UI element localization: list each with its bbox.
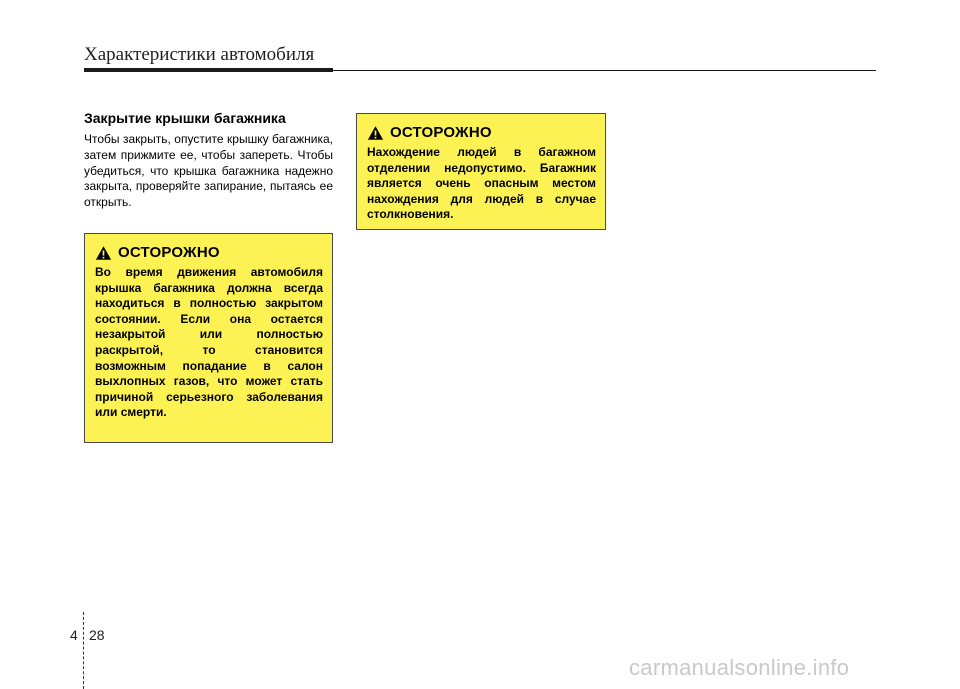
section-body-text: Чтобы закрыть, опустите крышку багажника, затем прижмите ее, чтобы запереть. Чтобы убедиться, что крышка багажника надежно закрыта, проверяйте запирание, пытаясь ее открыть. — [84, 132, 333, 210]
warning-title: ОСТОРОЖНО — [118, 244, 220, 261]
left-column — [84, 110, 333, 211]
page-header-title: Характеристики автомобиля — [84, 44, 315, 65]
warning-text: Во время движения автомобиля крышка багажника должна всегда находиться в полностью закрытом состоянии. Если она остается незакрытой или полностью раскрытой, то становится возможным попадание в салон выхлопных газов, что может стать причиной серьезного заболевания или смерти. — [95, 265, 323, 420]
page-number: 28 — [89, 627, 105, 643]
warning-box-exhaust — [84, 233, 333, 443]
warning-triangle-icon — [367, 125, 384, 141]
warning-header — [367, 124, 596, 141]
warning-title: ОСТОРОЖНО — [390, 124, 492, 141]
warning-box-passengers — [356, 113, 606, 230]
section-heading: Закрытие крышки багажника — [84, 110, 286, 126]
footer-divider — [83, 612, 84, 689]
warning-triangle-icon — [95, 245, 112, 261]
page-chapter-number: 4 — [70, 627, 78, 643]
header-rule-thick — [84, 68, 333, 72]
warning-header — [95, 244, 323, 261]
header-rule-thin — [333, 70, 876, 71]
warning-text: Нахождение людей в багажном отделении недопустимо. Багажник является очень опасным местом нахождения для людей в случае столкновения. — [367, 145, 596, 222]
watermark-text: carmanualsonline.info — [629, 655, 850, 680]
